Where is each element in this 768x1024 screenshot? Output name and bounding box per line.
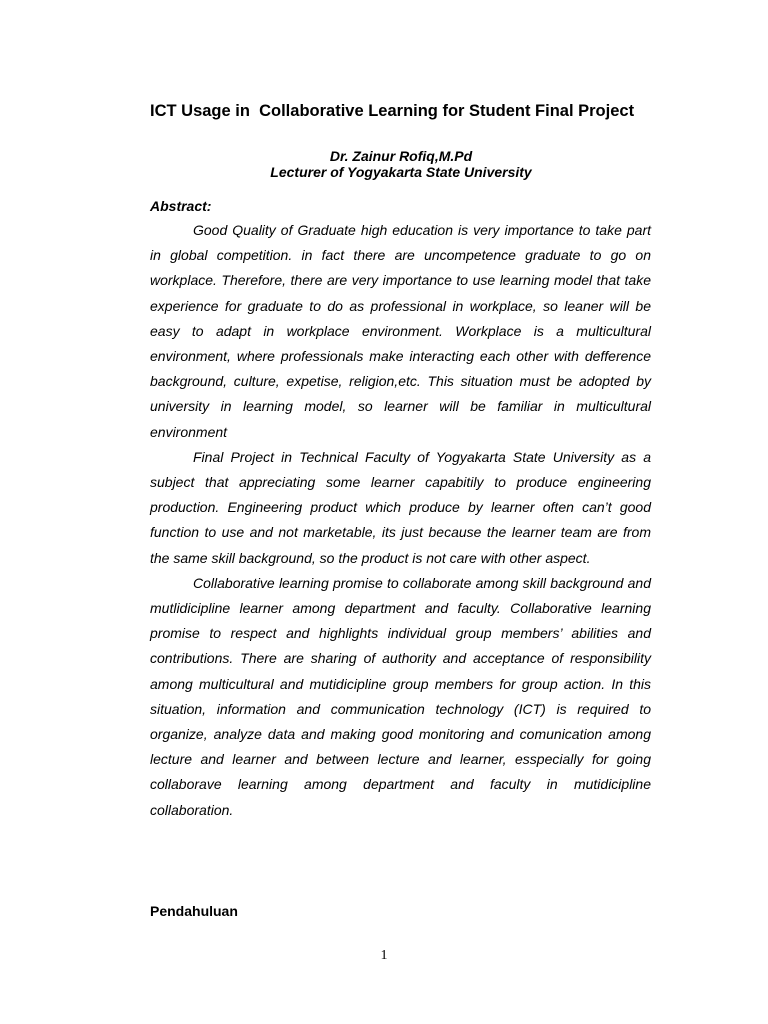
abstract-heading: Abstract:	[150, 198, 212, 214]
abstract-paragraph: Final Project in Technical Faculty of Yogyakarta State University as a subject that appreciating some learner capabitily to produce engineering production. Engineering product which produce by learner often can’t good function to use and not marketable, its just because the learner team are from the same skill background, so the product is not care with other aspect.	[150, 448, 651, 566]
abstract-paragraph: Good Quality of Graduate high education is very importance to take part in global competition. in fact there are uncompetence graduate to go on workplace. Therefore, there are very importance to use learning model that take experience for graduate to do as professional in workplace, so leaner will be easy to adapt in workplace environment. Workplace is a multicultural environment, where professionals make interacting each other with defference background, culture, expetise, religion,etc. This situation must be adopted by university in learning model, so learner will be familiar in multicultural environment	[150, 222, 651, 440]
author-affiliation: Lecturer of Yogyakarta State University	[270, 164, 532, 180]
page-number: 1	[380, 948, 388, 963]
author-name: Dr. Zainur Rofiq,M.Pd	[329, 148, 473, 164]
paper-title: ICT Usage in Collaborative Learning for Student Final Project	[150, 102, 635, 120]
section-heading: Pendahuluan	[150, 903, 238, 919]
abstract-body	[150, 218, 651, 823]
abstract-paragraph: Collaborative learning promise to collaborate among skill background and mutlidicipline learner among department and faculty. Collaborative learning promise to respect and highlights individual group members’ abilities and contributions. There are sharing of authority and acceptance of responsibility among multicultural and mutidicipline group members for group action. In this situation, information and communication technology (ICT) is required to organize, analyze data and making good monitoring and comunication among lecture and learner and between lecture and learner, esspecially for going collaborave learning among department and faculty in mutidicipline collaboration.	[150, 574, 651, 818]
